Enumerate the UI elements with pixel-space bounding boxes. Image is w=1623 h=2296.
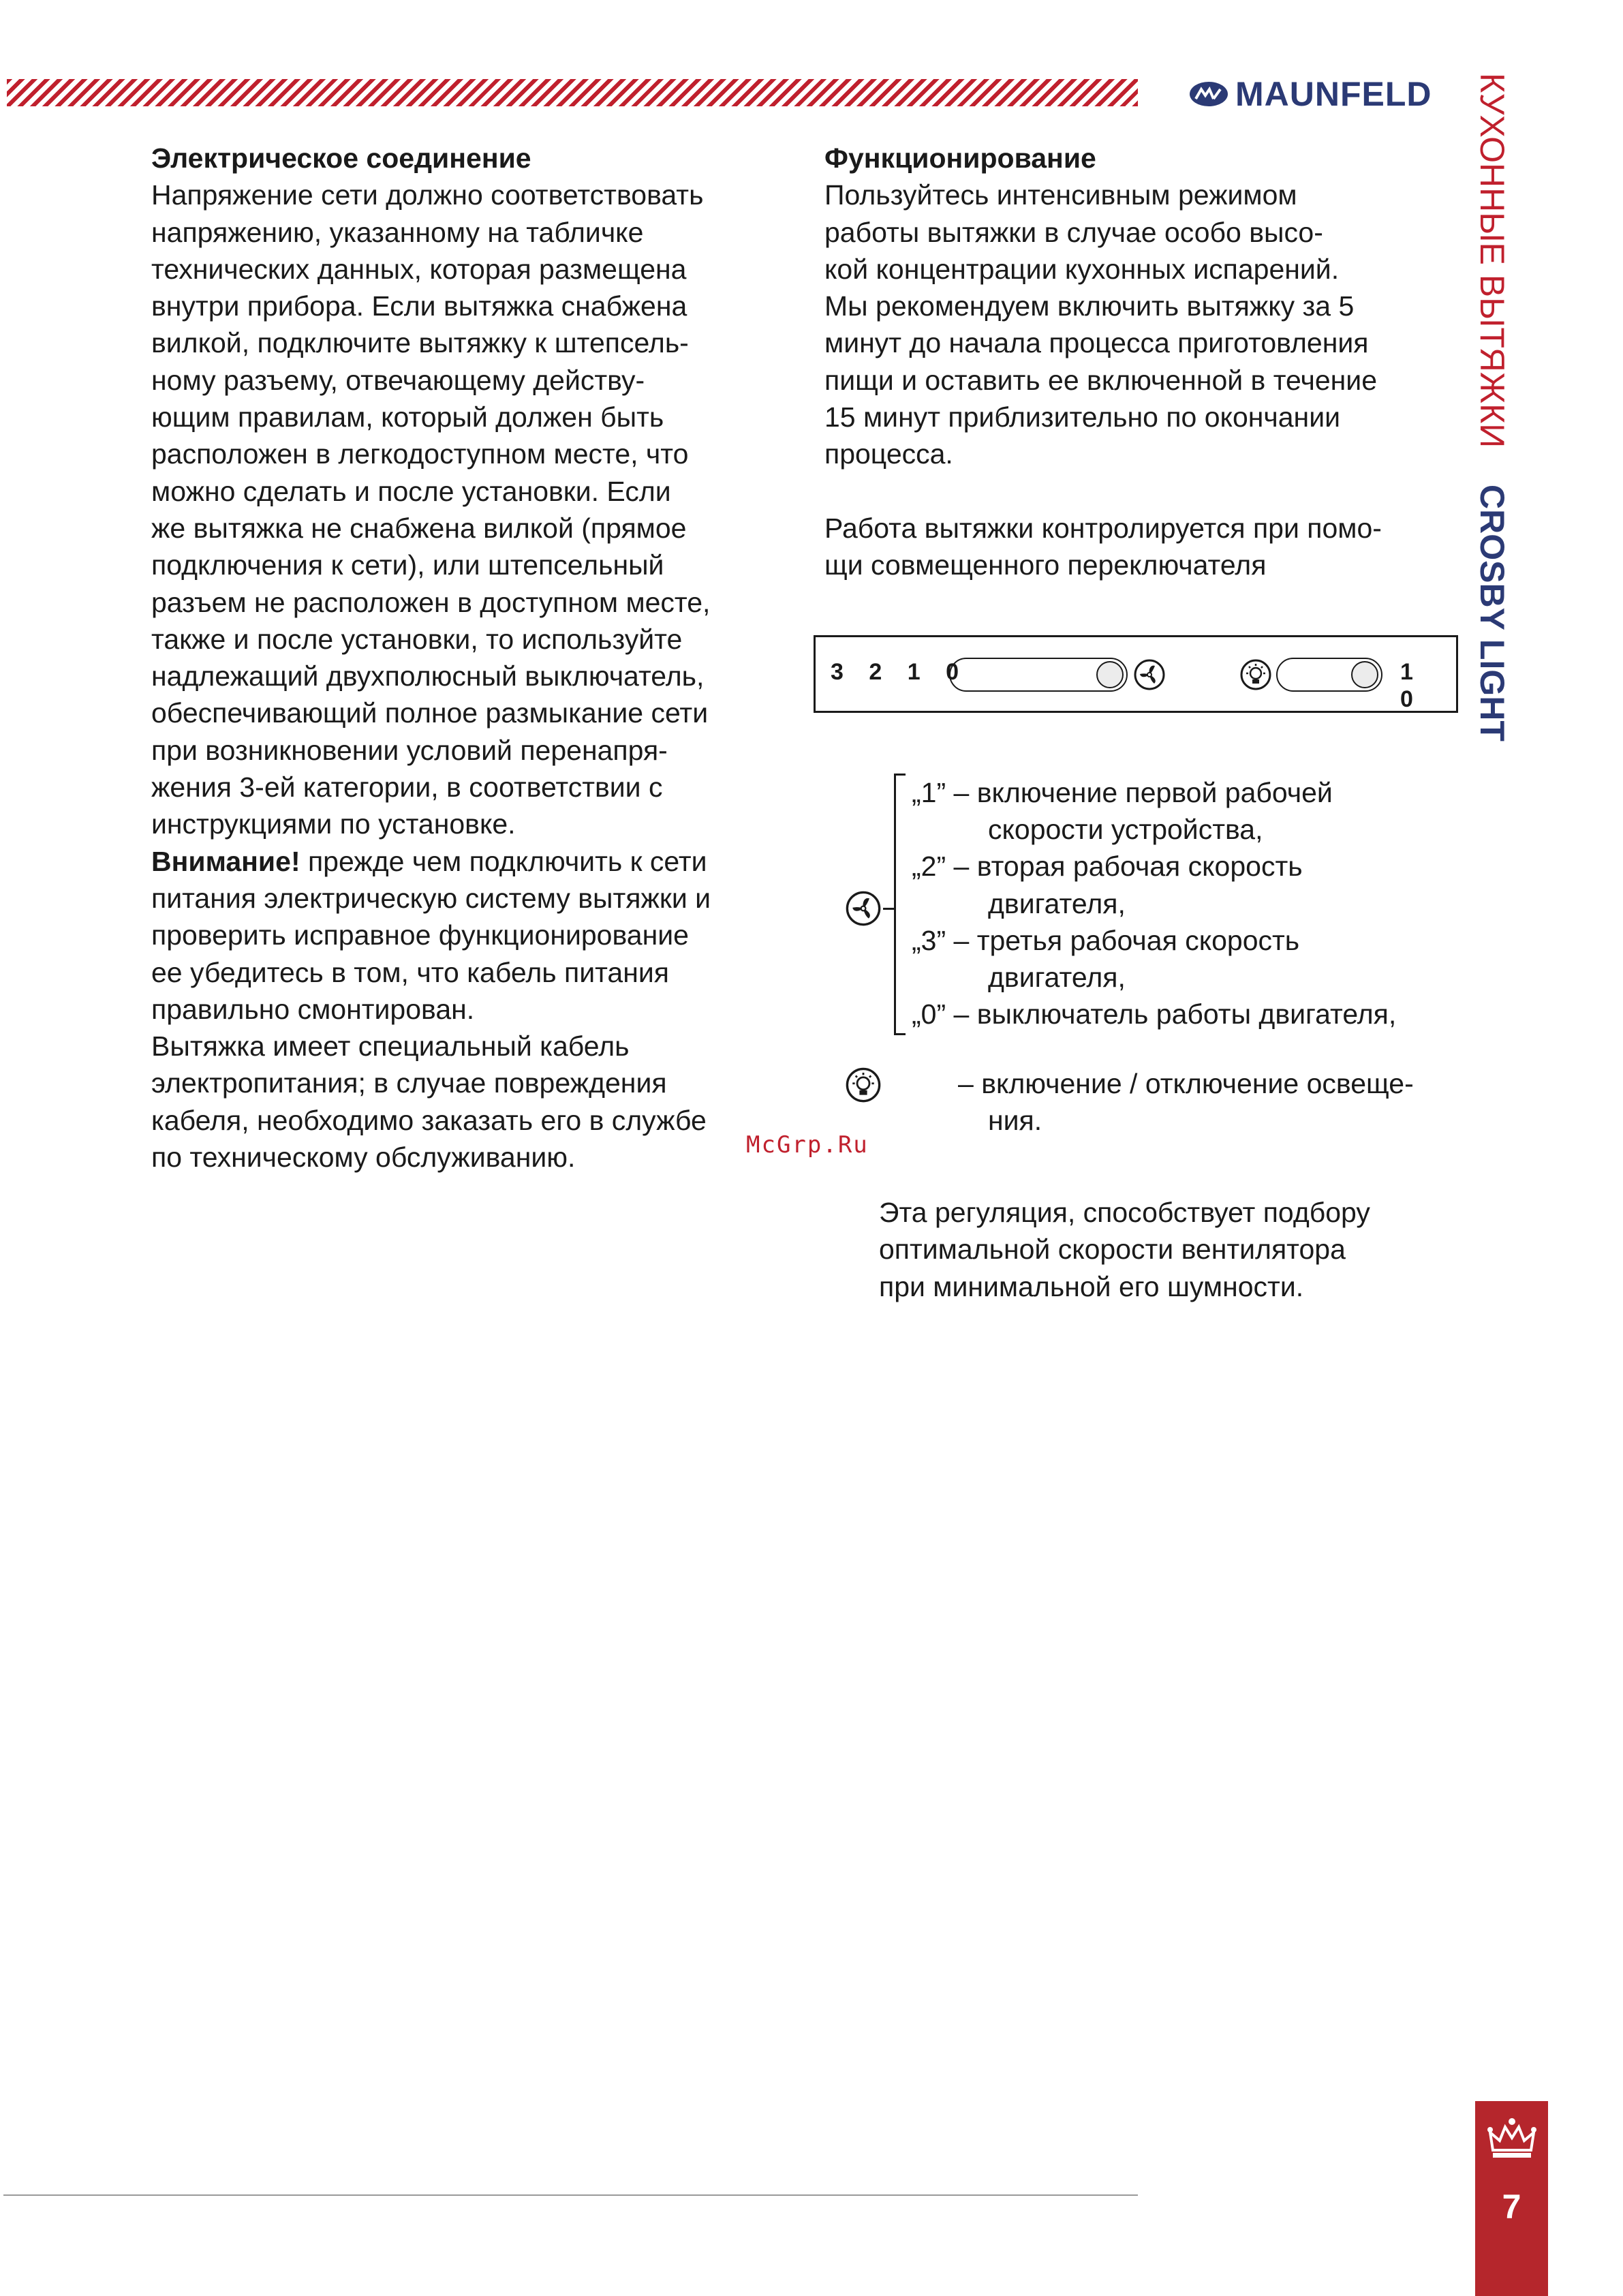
control-panel-diagram [814, 635, 1458, 713]
text-line: напряжению, указанному на табличке [151, 216, 644, 248]
warning-label: Внимание! [151, 845, 300, 877]
operation-section [824, 140, 1465, 583]
watermark: McGrp.Ru [746, 1131, 869, 1159]
fan-icon [1133, 658, 1166, 691]
text-line: кой концентрации кухонных испарений. [824, 253, 1340, 285]
text-line: ному разъему, отвечающему действу- [151, 364, 645, 396]
legend-line: двигателя, [988, 887, 1126, 919]
legend-line: двигателя, [988, 962, 1126, 994]
text-line: Напряжение сети должно соответствовать [151, 179, 704, 211]
header-hatch-stripe [7, 79, 1138, 106]
footer-divider [3, 2194, 1138, 2196]
warning-text: прежде чем подключить к сети [300, 845, 707, 877]
text-line: пищи и оставить ее включенной в течение [824, 364, 1377, 396]
text-line: электропитания; в случае повреждения [151, 1067, 667, 1099]
section-heading: Электрическое соединение [151, 142, 531, 174]
light-icon [1239, 658, 1272, 691]
paragraph-gap [824, 473, 1465, 510]
legend-line: „2” – вторая рабочая скорость [912, 851, 1303, 883]
text-line: жения 3-ей категории, в соответствии с [151, 771, 663, 803]
text-line: 15 минут приблизительно по окончании [824, 401, 1340, 433]
text-line: ющим правилам, который должен быть [151, 401, 664, 433]
fan-icon [845, 890, 882, 927]
note-line: при минимальной его шумности. [879, 1270, 1304, 1302]
text-line: также и после установки, то используйте [151, 623, 683, 655]
text-line: расположен в легкодоступном месте, что [151, 438, 689, 470]
text-line: подключения к сети), или штепсельный [151, 549, 664, 581]
text-line: питания электрическую систему вытяжки и [151, 882, 711, 914]
text-line: работы вытяжки в случае особо высо- [824, 216, 1323, 248]
brand-logo [1189, 74, 1432, 114]
regulation-note [879, 1194, 1465, 1305]
legend-line: ния. [988, 1105, 1042, 1137]
legend-bracket [894, 774, 906, 1035]
section-heading: Функционирование [824, 142, 1096, 174]
text-line: кабеля, необходимо заказать его в службе [151, 1104, 707, 1136]
legend-line: скорости устройства, [988, 814, 1263, 846]
light-switch-knob [1351, 661, 1378, 688]
text-line: щи совмещенного переключателя [824, 549, 1267, 581]
light-scale: 1 0 [1400, 659, 1423, 712]
text-line: Мы рекомендуем включить вытяжку за 5 [824, 290, 1355, 322]
text-line: вилкой, подключите вытяжку к штепсель- [151, 327, 689, 359]
legend-line: „0” – выключатель работы двигателя, [912, 998, 1397, 1030]
text-line: можно сделать и после установки. Если [151, 475, 671, 507]
text-line: Пользуйтесь интенсивным режимом [824, 179, 1297, 211]
brand-name: MAUNFELD [1235, 75, 1432, 113]
side-model: CROSBY LIGHT [1473, 485, 1511, 741]
legend-line: „1” – включение первой рабочей [912, 777, 1333, 808]
brand-emblem-icon [1189, 80, 1228, 108]
text-line: при возникновении условий перенапря- [151, 734, 668, 766]
legend-line: – включение / отключение освеще- [958, 1068, 1414, 1099]
text-line: Вытяжка имеет специальный кабель [151, 1030, 630, 1062]
note-line: оптимальной скорости вентилятора [879, 1234, 1346, 1266]
warning-line [151, 843, 785, 880]
light-icon [845, 1067, 882, 1103]
text-line: обеспечивающий полное размыкание сети [151, 697, 709, 729]
fan-speed-scale: 3 2 1 0 [831, 659, 968, 685]
text-line: инструкциями по установке. [151, 808, 516, 840]
legend-bracket-tick [883, 908, 894, 910]
text-line: надлежащий двухполюсный выключатель, [151, 660, 705, 692]
text-line: проверить исправное функционирование [151, 919, 689, 951]
legend-line: „3” – третья рабочая скорость [912, 924, 1300, 956]
text-line: ее убедитесь в том, что кабель питания [151, 956, 669, 988]
text-line: минут до начала процесса приготовления [824, 327, 1369, 359]
text-line: по техническому обслуживанию. [151, 1142, 576, 1174]
light-legend [958, 1065, 1476, 1139]
text-line: правильно смонтирован. [151, 993, 475, 1025]
side-title [1468, 73, 1516, 741]
side-category: КУХОННЫЕ ВЫТЯЖКИ [1473, 73, 1511, 448]
text-line: же вытяжка не снабжена вилкой (прямое [151, 512, 687, 544]
light-switch-slot [1276, 658, 1382, 692]
fan-switch-knob [1096, 661, 1124, 688]
crown-icon [1485, 2112, 1539, 2167]
note-line: Эта регуляция, способствует подбору [879, 1197, 1370, 1228]
text-line: разъем не расположен в доступном месте, [151, 586, 711, 618]
text-line: технических данных, которая размещена [151, 253, 687, 285]
text-line: внутри прибора. Если вытяжка снабжена [151, 290, 687, 322]
fan-speed-legend [912, 774, 1470, 1032]
text-line: Работа вытяжки контролируется при помо- [824, 512, 1382, 544]
electrical-connection-section [151, 140, 785, 1176]
page-number: 7 [1502, 2188, 1521, 2226]
page-number-tab [1475, 2101, 1548, 2296]
fan-switch-slot [949, 658, 1128, 692]
text-line: процесса. [824, 438, 953, 470]
